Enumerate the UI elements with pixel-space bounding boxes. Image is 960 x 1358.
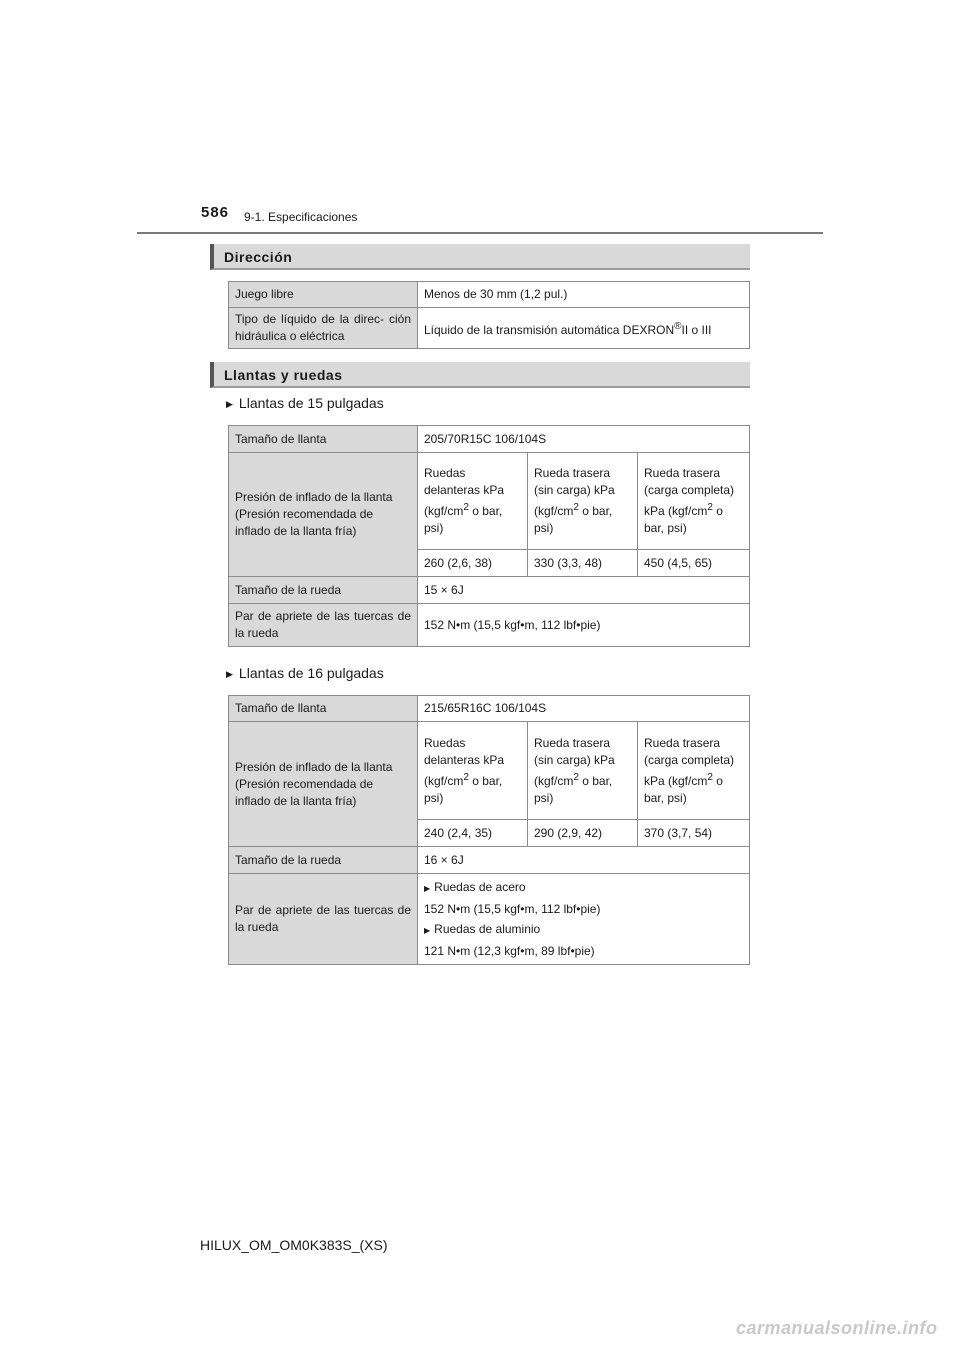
header-divider xyxy=(137,232,823,234)
col-end: o bar, psi) xyxy=(534,773,613,805)
triangle-right-icon: ▶ xyxy=(424,926,431,935)
pressure-col-rear-empty xyxy=(528,722,638,820)
registered-mark: ® xyxy=(674,320,682,332)
fluid-type-value xyxy=(418,308,750,349)
sup: 2 xyxy=(573,771,579,783)
pressure-rear-empty-value: 290 (2,9, 42) xyxy=(528,820,638,847)
pressure-front-value: 260 (2,6, 38) xyxy=(418,550,528,577)
subtitle-16 xyxy=(226,665,384,681)
table-row xyxy=(229,874,750,965)
subtitle-16-text: Llantas de 16 pulgadas xyxy=(238,665,384,681)
sup: 2 xyxy=(463,771,469,783)
wheel-size-label: Tamaño de la rueda xyxy=(229,577,418,604)
pressure-col-front xyxy=(418,722,528,820)
steel-wheels-item xyxy=(424,877,743,899)
section-title-direccion: Dirección xyxy=(224,249,293,265)
pressure-label: Presión de inflado de la llanta (Presión recomendada de inflado de la llanta fría) xyxy=(229,453,418,577)
alu-wheels-label: Ruedas de aluminio xyxy=(434,922,541,936)
sup: 2 xyxy=(463,502,469,513)
pressure-front-value: 240 (2,4, 35) xyxy=(418,820,528,847)
subtitle-15-text: Llantas de 15 pulgadas xyxy=(238,395,384,411)
tires-16-table xyxy=(228,695,750,965)
col-text: Ruedas delanteras kPa (kgf/cm xyxy=(424,735,505,788)
col-end: o bar, psi) xyxy=(644,773,723,805)
fluid-type-suffix: II o III xyxy=(681,322,712,337)
fluid-type-label: Tipo de líquido de la direc- ción hidráulica o eléctrica xyxy=(229,308,418,349)
wheel-size-value: 15 × 6J xyxy=(418,577,750,604)
pressure-col-rear-full xyxy=(638,722,750,820)
pressure-label: Presión de inflado de la llanta (Presión recomendada de inflado de la llanta fría) xyxy=(229,722,418,847)
sup: 2 xyxy=(707,771,713,783)
alu-wheels-item xyxy=(424,919,743,941)
fluid-type-text: Líquido de la transmisión automática DEXRON xyxy=(424,322,675,337)
steering-table xyxy=(228,281,750,349)
col-text: Rueda trasera (sin carga) kPa (kgf/cm xyxy=(534,466,615,518)
tire-size-label: Tamaño de llanta xyxy=(229,426,418,453)
steel-wheels-label: Ruedas de acero xyxy=(434,880,526,894)
tires-15-table xyxy=(228,425,750,647)
tire-size-value: 215/65R16C 106/104S xyxy=(418,696,750,722)
sup: 2 xyxy=(707,502,713,513)
section-title: 9-1. Especificaciones xyxy=(244,210,358,224)
page-number: 586 xyxy=(201,204,230,221)
tire-size-label: Tamaño de llanta xyxy=(229,696,418,722)
col-text: Rueda trasera (carga completa) kPa (kgf/cm xyxy=(644,466,735,518)
wheel-size-label: Tamaño de la rueda xyxy=(229,847,418,874)
pressure-rear-full-value: 450 (4,5, 65) xyxy=(638,550,750,577)
free-play-value: Menos de 30 mm (1,2 pul.) xyxy=(418,282,750,308)
table-row xyxy=(229,453,750,550)
torque-value: 152 N•m (15,5 kgf•m, 112 lbf•pie) xyxy=(418,604,750,647)
pressure-rear-full-value: 370 (3,7, 54) xyxy=(638,820,750,847)
torque-values xyxy=(418,874,750,965)
free-play-label: Juego libre xyxy=(229,282,418,308)
table-row xyxy=(229,577,750,604)
section-bar-llantas xyxy=(210,362,750,388)
alu-torque-value: 121 N•m (12,3 kgf•m, 89 lbf•pie) xyxy=(424,944,595,958)
triangle-right-icon: ▶ xyxy=(226,399,233,409)
table-row xyxy=(229,696,750,722)
col-text: Rueda trasera (sin carga) kPa (kgf/cm xyxy=(534,735,615,788)
doc-code: HILUX_OM_OM0K383S_(XS) xyxy=(200,1237,388,1253)
col-text: Ruedas delanteras kPa (kgf/cm xyxy=(424,466,505,518)
sup: 2 xyxy=(573,502,579,513)
section-bar-direccion xyxy=(210,244,750,270)
table-row xyxy=(229,604,750,647)
col-end: o bar, psi) xyxy=(534,504,613,535)
table-row xyxy=(229,426,750,453)
pressure-col-rear-empty xyxy=(528,453,638,550)
table-row xyxy=(229,308,750,349)
pressure-col-rear-full xyxy=(638,453,750,550)
watermark-logo: carmanualsonline.info xyxy=(736,1318,938,1338)
col-text: Rueda trasera (carga completa) kPa (kgf/cm xyxy=(644,735,735,788)
triangle-right-icon: ▶ xyxy=(424,884,431,893)
col-end: o bar, psi) xyxy=(424,504,503,535)
pressure-col-front xyxy=(418,453,528,550)
section-title-llantas: Llantas y ruedas xyxy=(224,367,343,383)
col-end: o bar, psi) xyxy=(644,504,723,535)
torque-label: Par de apriete de las tuercas de la rueda xyxy=(229,604,418,647)
wheel-size-value: 16 × 6J xyxy=(418,847,750,874)
pressure-rear-empty-value: 330 (3,3, 48) xyxy=(528,550,638,577)
tire-size-value: 205/70R15C 106/104S xyxy=(418,426,750,453)
table-row xyxy=(229,722,750,820)
col-end: o bar, psi) xyxy=(424,773,503,805)
triangle-right-icon: ▶ xyxy=(226,669,233,679)
steel-torque-value: 152 N•m (15,5 kgf•m, 112 lbf•pie) xyxy=(424,902,601,916)
table-row xyxy=(229,282,750,308)
subtitle-15 xyxy=(226,395,384,411)
table-row xyxy=(229,847,750,874)
torque-label: Par de apriete de las tuercas de la rueda xyxy=(229,874,418,965)
